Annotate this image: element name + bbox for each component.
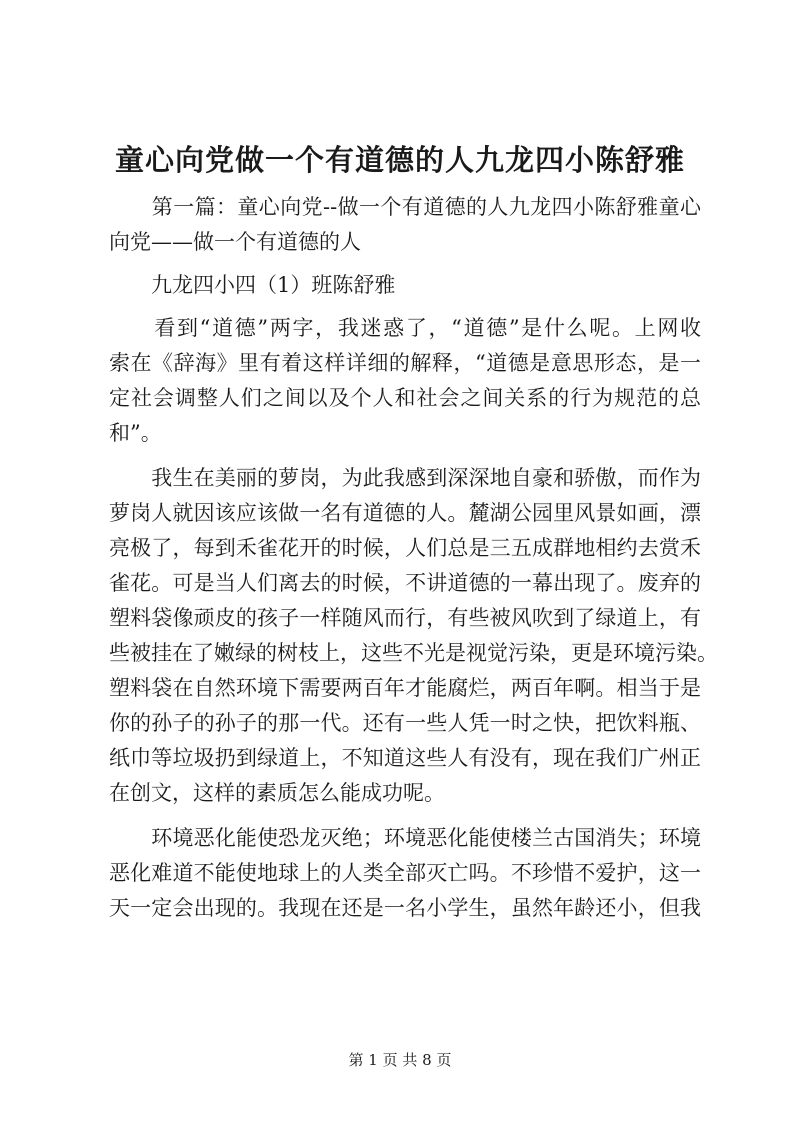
text-line: 看到“道德”两字，我迷惑了，“道德”是什么呢。上网收: [109, 316, 701, 340]
text-line: 和”。: [109, 421, 162, 445]
text-line: 我生在美丽的萝岗，为此我感到深深地自豪和骄傲，而作为: [109, 466, 701, 490]
text-line: 索在《辞海》里有着这样详细的解释，“道德是意思形态，是一: [109, 351, 701, 375]
page-number-footer: 第 1 页 共 8 页: [348, 1051, 452, 1069]
text-line: 雀花。可是当人们离去的时候，不讲道德的一幕出现了。废弃的: [109, 571, 701, 595]
text-line: 第一篇：童心向党--做一个有道德的人九龙四小陈舒雅童心: [109, 195, 701, 219]
paragraph: [109, 461, 718, 811]
text-line: 定社会调整人们之间以及个人和社会之间关系的行为规范的总: [109, 386, 701, 410]
text-line: 恶化难道不能使地球上的人类全部灭亡吗。不珍惜不爱护，这一: [109, 861, 701, 885]
text-line: 环境恶化能使恐龙灭绝；环境恶化能使楼兰古国消失；环境: [109, 826, 701, 850]
text-line: 你的孙子的孙子的那一代。还有一些人凭一时之快，把饮料瓶、: [109, 711, 701, 735]
text-line: 塑料袋在自然环境下需要两百年才能腐烂，两百年啊。相当于是: [109, 676, 701, 700]
text-line: 萝岗人就因该应该做一名有道德的人。麓湖公园里风景如画，漂: [109, 501, 701, 525]
paragraph: [109, 190, 701, 260]
text-line: 在创文，这样的素质怎么能成功呢。: [109, 781, 445, 805]
text-line: 些被挂在了嫩绿的树枝上，这些不光是视觉污染，更是环境污染。: [109, 641, 718, 665]
paragraph: [109, 311, 701, 451]
text-line: 纸巾等垃圾扔到绿道上，不知道这些人有没有，现在我们广州正: [109, 746, 701, 770]
paragraph: [109, 821, 701, 926]
text-line: 塑料袋像顽皮的孩子一样随风而行，有些被风吹到了绿道上，有: [109, 606, 701, 630]
text-line: 亮极了，每到禾雀花开的时候，人们总是三五成群地相约去赏禾: [109, 536, 701, 560]
text-line: 向党——做一个有道德的人: [109, 230, 361, 254]
text-line: 九龙四小四（1）班陈舒雅: [109, 273, 396, 297]
document-body: [109, 190, 718, 926]
text-line: 天一定会出现的。我现在还是一名小学生，虽然年龄还小，但我: [109, 896, 701, 920]
paragraph: [109, 268, 701, 303]
document-title: 童心向党做一个有道德的人九龙四小陈舒雅: [114, 143, 685, 177]
